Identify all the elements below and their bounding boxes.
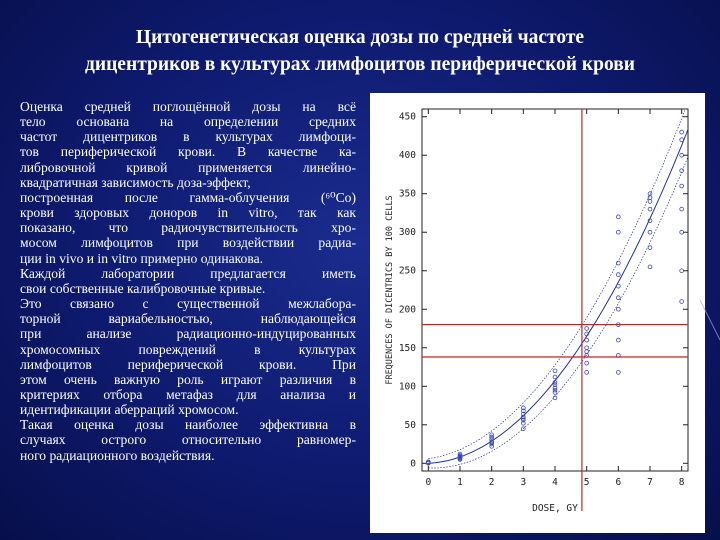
x-tick-label: 8 — [678, 477, 685, 488]
body-line: этом очень важную роль играют различия в — [20, 371, 356, 387]
data-point — [648, 200, 652, 204]
data-point — [648, 207, 652, 211]
data-point — [648, 246, 652, 250]
body-line: ции in vivo и in vitro примерно одинакова. — [20, 250, 264, 266]
data-point — [616, 284, 620, 288]
data-point — [553, 375, 557, 379]
data-point — [616, 261, 620, 265]
data-point — [616, 296, 620, 300]
data-point — [616, 307, 620, 311]
y-tick-label: 0 — [410, 458, 416, 470]
plot-frame — [422, 109, 688, 471]
calibration-plot — [370, 93, 705, 533]
body-line: либровочной кривой применяется линейно- — [20, 159, 356, 175]
data-point — [680, 138, 684, 142]
body-line: Каждой лаборатории предлагается иметь — [20, 265, 356, 281]
data-point — [680, 207, 684, 211]
data-point — [585, 346, 589, 350]
body-line: лимфоцитов периферической крови. При — [20, 356, 356, 372]
x-tick-label: 6 — [615, 477, 622, 488]
data-point — [680, 184, 684, 188]
body-line: тов периферической крови. В качестве ка- — [20, 144, 356, 160]
y-tick-label: 450 — [398, 111, 416, 123]
body-line: идентификации аберраций хромосом. — [20, 402, 239, 418]
y-tick-label: 150 — [398, 342, 416, 354]
body-line: случаях острого относительно равномер- — [20, 432, 356, 448]
data-point — [680, 130, 684, 134]
data-point — [648, 265, 652, 269]
data-point — [585, 371, 589, 375]
data-point — [616, 215, 620, 219]
body-line: ного радиационного воздействия. — [20, 447, 215, 463]
data-point — [585, 327, 589, 331]
body-line: Это связано с существенной межлабора- — [20, 296, 356, 312]
body-paragraph — [20, 99, 356, 463]
body-line: показано, что радиочувствительность хро- — [20, 220, 356, 236]
data-point — [585, 361, 589, 365]
decorative-line — [690, 300, 720, 360]
body-line: крови здоровых доноров in vitro, так как — [20, 205, 356, 221]
confidence-band-upper — [428, 110, 685, 458]
slide-title — [20, 24, 700, 78]
body-line: хромосомных повреждений в культурах — [20, 341, 356, 357]
data-point — [680, 153, 684, 157]
x-tick-label: 7 — [647, 477, 653, 488]
body-line: квадратичная зависимость доза-эффект, — [20, 174, 251, 190]
fit-curve — [428, 130, 688, 464]
data-point — [585, 338, 589, 342]
data-point — [648, 230, 652, 234]
body-line: при анализе радиационно-индуцированных — [20, 326, 356, 342]
body-line: Такая оценка дозы наиболее эффективна в — [20, 417, 356, 433]
data-point — [585, 350, 589, 354]
y-tick-label: 300 — [398, 227, 416, 239]
x-tick-label: 2 — [488, 477, 495, 488]
data-point — [553, 369, 557, 373]
data-point — [616, 338, 620, 342]
y-tick-label: 400 — [398, 150, 416, 162]
data-point — [616, 230, 620, 234]
confidence-band-lower — [428, 157, 688, 468]
y-tick-label: 350 — [398, 188, 416, 200]
y-tick-label: 50 — [404, 419, 416, 431]
data-point — [680, 230, 684, 234]
data-point — [680, 300, 684, 304]
y-axis-label: FREQUENCES OF DICENTRICS BY 100 CELLS — [385, 195, 395, 385]
x-tick-label: 5 — [583, 477, 590, 488]
x-tick-label: 3 — [520, 477, 527, 488]
data-point — [648, 196, 652, 200]
body-line: торной вариабельностью, наблюдающейся — [20, 311, 356, 327]
body-line: частот дицентриков в культурах лимфоци- — [20, 129, 356, 145]
y-tick-label: 100 — [398, 381, 416, 393]
y-tick-label: 250 — [398, 265, 416, 277]
x-tick-label: 1 — [457, 477, 463, 488]
body-line: свои собственные калибровочные кривые. — [20, 280, 266, 296]
x-tick-label: 4 — [552, 477, 558, 488]
body-line: мосом лимфоцитов при воздействии радиа- — [20, 235, 356, 251]
data-point — [616, 371, 620, 375]
slide-title-line: дицентриков в культурах лимфоцитов периферической крови — [84, 54, 636, 75]
body-line: тело основана на определении средних — [20, 114, 356, 130]
calibration-plot-svg — [370, 93, 705, 533]
data-point — [616, 273, 620, 277]
body-line: критериях отбора метафаз для анализа и — [20, 386, 356, 402]
body-line: Оценка средней поглощённой дозы на всё — [20, 99, 356, 114]
body-line: построенная после гамма-облучения (⁶⁰Со) — [20, 189, 356, 205]
x-tick-label: 0 — [425, 477, 432, 488]
data-point — [490, 433, 494, 437]
slide-title-line: Цитогенетическая оценка дозы по средней частоте — [135, 27, 585, 48]
y-tick-label: 200 — [398, 304, 416, 316]
data-point — [553, 388, 557, 392]
x-axis-label: DOSE, GY — [532, 503, 578, 514]
data-point — [680, 269, 684, 273]
